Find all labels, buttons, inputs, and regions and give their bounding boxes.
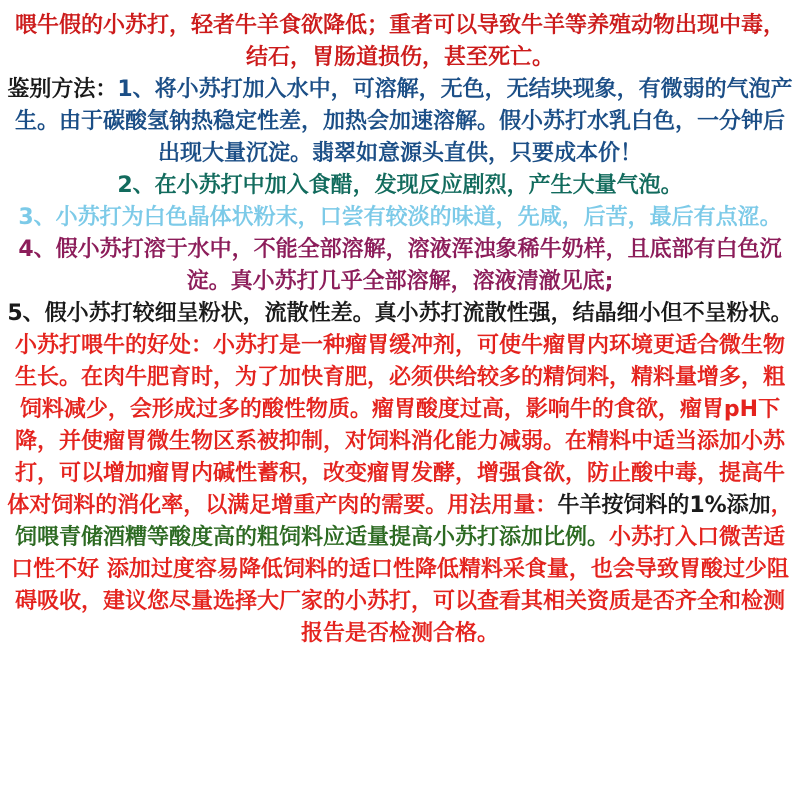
article bbox=[6, 10, 794, 650]
benefits-text: 小苏打喂牛的好处：小苏打是一种瘤胃缓冲剂，可使牛瘤胃内环境更适合微生物生长。在肉牛肥育时，为了加快育肥，必须供给较多的精饲料，精料量增多，粗饲料减少，会形成过多的酸性物质。瘤胃酸度过高，影响牛的食欲，瘤胃pH下降，并使瘤胃微生物区系被抑制，对饲料消化能力减弱。在精料中适当添加小苏打，可以增加瘤胃内碱性蓄积，改变瘤胃发酵，增强食欲，防止酸中毒，提高牛体对饲料的消化率，以满足增重产肉的需要。用法用量： bbox=[7, 333, 785, 518]
identify-method-3: 3、小苏打为白色晶体状粉末，口尝有较淡的味道，先咸，后苦，最后有点涩。 bbox=[18, 205, 782, 230]
warning-paragraph: 喂牛假的小苏打，轻者牛羊食欲降低；重者可以导致牛羊等养殖动物出现中毒，结石，胃肠道损伤，甚至死亡。 bbox=[14, 13, 785, 70]
benefits-paragraph bbox=[6, 330, 794, 650]
identify-label: 鉴别方法： bbox=[7, 77, 118, 102]
identify-method-1 bbox=[6, 74, 794, 170]
dosage-comma: ， bbox=[770, 493, 793, 518]
identify-method-2: 2、在小苏打中加入食醋，发现反应剧烈，产生大量气泡。 bbox=[117, 173, 683, 198]
identify-method-5: 5、假小苏打较细呈粉状，流散性差。真小苏打流散性强，结晶细小但不呈粉状。 bbox=[7, 301, 793, 326]
high-acid-text: 饲喂青储酒糟等酸度高的粗饲料应适量提高小苏打添加比例。 bbox=[14, 525, 609, 550]
advice-text: 小苏打入口微苦适口性不好 添加过度容易降低饲料的适口性降低精料采食量，也会导致胃酸过少阻碍吸收，建议您尽量选择大厂家的小苏打，可以查看其相关资质是否齐全和检测报告是否检测合格。 bbox=[11, 525, 789, 646]
identify-method-4: 4、假小苏打溶于水中，不能全部溶解，溶液浑浊象稀牛奶样，且底部有白色沉淀。真小苏打几乎全部溶解，溶液清澈见底; bbox=[18, 237, 782, 294]
identify-method-1-text: 1、将小苏打加入水中，可溶解，无色，无结块现象，有微弱的气泡产生。由于碳酸氢钠热稳定性差，加热会加速溶解。假小苏打水乳白色，一分钟后出现大量沉淀。翡翠如意源头直供，只要成本价！ bbox=[14, 77, 793, 166]
dosage-text: 牛羊按饲料的1%添加 bbox=[557, 493, 771, 518]
